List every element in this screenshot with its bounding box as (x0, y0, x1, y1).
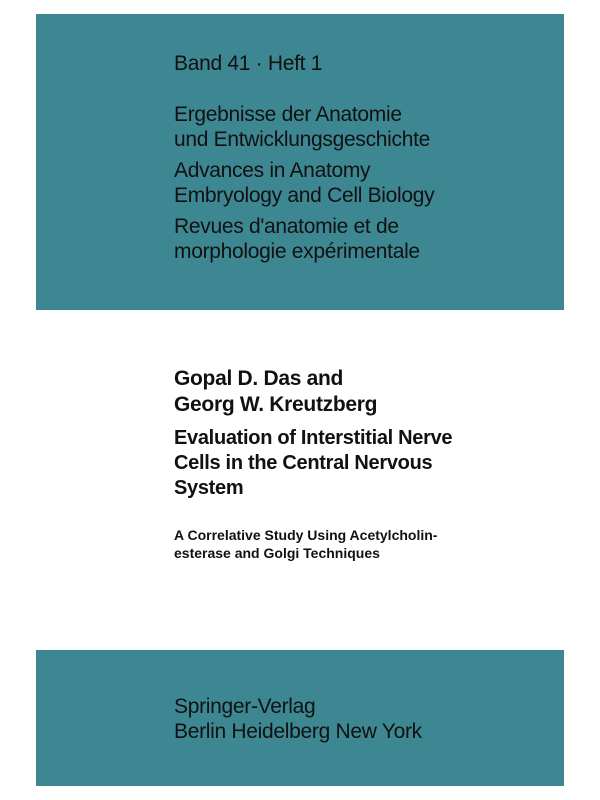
publisher-name: Springer-Verlag (174, 695, 316, 718)
book-cover (36, 14, 564, 786)
series-title-french-line-2: morphologie expérimentale (174, 240, 420, 263)
series-title-english-line-2: Embryology and Cell Biology (174, 184, 435, 207)
series-title-german-line-1: Ergebnisse der Anatomie (174, 103, 402, 126)
series-titles (174, 102, 434, 264)
book-subtitle-line-2: esterase and Golgi Techniques (174, 545, 380, 561)
publisher (174, 694, 422, 744)
cover-top-band (36, 14, 564, 310)
publisher-cities: Berlin Heidelberg New York (174, 720, 422, 743)
series-title-english-line-1: Advances in Anatomy (174, 159, 371, 182)
author-line-1: Gopal D. Das and (174, 367, 344, 390)
series-title-french-line-1: Revues d'anatomie et de (174, 215, 399, 238)
book-title-line-2: Cells in the Central Nervous (174, 452, 433, 474)
book-subtitle-line-1: A Correlative Study Using Acetylcholin- (174, 527, 438, 543)
book-title-line-1: Evaluation of Interstitial Nerve (174, 427, 453, 449)
authors (174, 366, 377, 418)
series-title-german-line-2: und Entwicklungsgeschichte (174, 128, 431, 151)
author-line-2: Georg W. Kreutzberg (174, 393, 378, 416)
book-title-line-3: System (174, 477, 244, 499)
book-subtitle (174, 526, 437, 562)
series-volume: Band 41 · Heft 1 (174, 52, 323, 75)
book-title (174, 426, 452, 501)
